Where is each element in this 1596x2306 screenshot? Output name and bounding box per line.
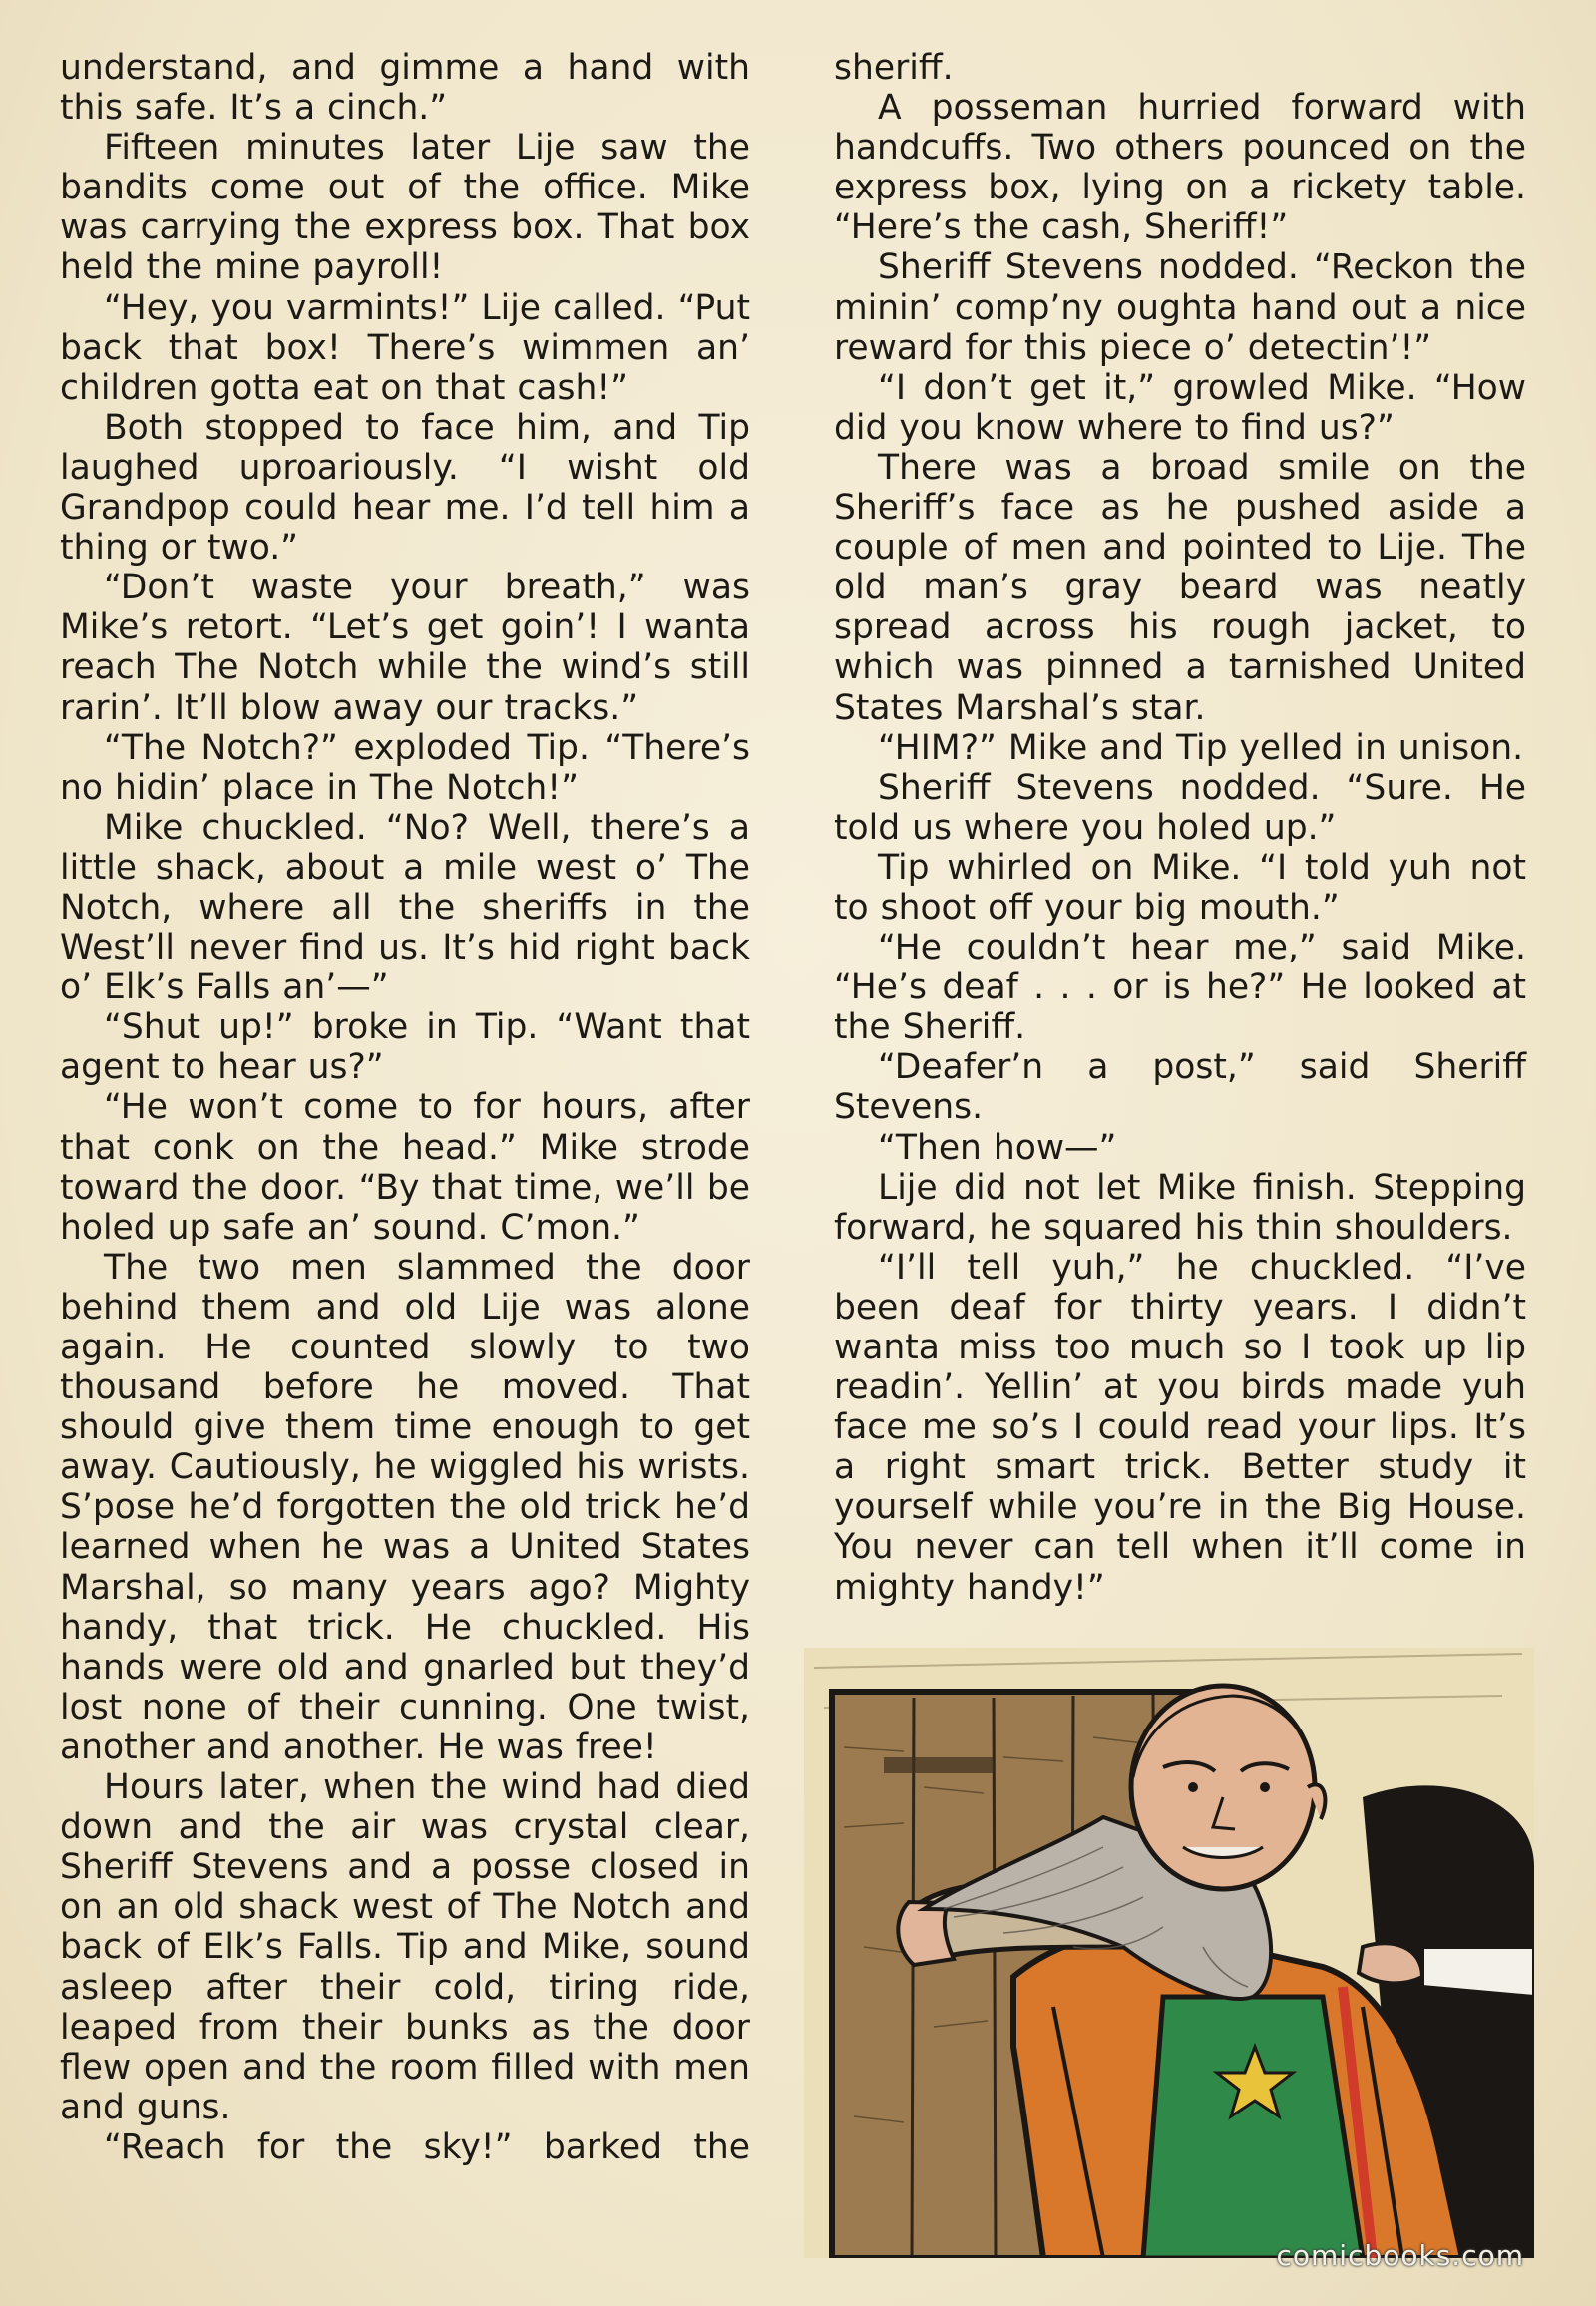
paragraph: “Shut up!” broke in Tip. “Want that agent to hear us?” xyxy=(60,1007,750,1088)
paragraph: “The Notch?” exploded Tip. “There’s no hidin’ place in The Notch!” xyxy=(60,727,750,808)
paragraph: Hours later, when the wind had died down and the air was crystal clear, Sheriff Stevens and a posse closed in on an old shack west of The Notch and back of Elk’s Falls. Tip and Mike, sound asleep after their cold, tiring ride, leaped from their bunks as the door flew open and the room filled with men and guns. xyxy=(60,1767,750,2127)
illustration-panel xyxy=(804,1648,1534,2258)
paragraph: “I’ll tell yuh,” he chuckled. “I’ve been deaf for thirty years. I didn’t wanta miss too much so I took up lip readin’. Yellin’ at you birds made yuh face me so’s I could read your lips. It’s a right smart trick. Better study it yourself while you’re in the Big House. You never can tell when it’ll come in mighty handy!” xyxy=(834,1247,1526,1608)
paragraph: “HIM?” Mike and Tip yelled in unison. xyxy=(878,727,1524,768)
paragraph: Sheriff Stevens nodded. “Reckon the minin’ comp’ny oughta hand out a nice reward for this piece o’ detectin’!” xyxy=(834,247,1526,368)
paragraph: “He won’t come to for hours, after that conk on the head.” Mike strode toward the door. “By that time, we’ll be holed up safe an’ sound. C’mon.” xyxy=(60,1087,750,1248)
paragraph: understand, and gimme a hand with this safe. It’s a cinch.” xyxy=(60,48,750,129)
watermark: comicbooks.com xyxy=(1276,2239,1524,2272)
paragraph: Lije did not let Mike finish. Stepping forward, he squared his thin shoulders. xyxy=(834,1167,1526,1248)
paragraph: sheriff. xyxy=(834,48,954,88)
paragraph: Tip whirled on Mike. “I told yuh not to shoot off your big mouth.” xyxy=(834,847,1526,928)
old-marshal-illustration xyxy=(804,1648,1534,2258)
paragraph: The two men slammed the door behind them and old Lije was alone again. He counted slowly to two thousand before he moved. That should give them time enough to get away. Cautiously, he wiggled his wrists. S’pose he’d forgotten the old trick he’d learned when he was a United States Marshal, so many years ago? Mighty handy, that trick. He chuckled. His hands were old and gnarled but they’d lost none of their cunning. One twist, another and another. He was free! xyxy=(60,1247,750,1767)
paragraph: “Reach for the sky!” barked the xyxy=(104,2126,750,2167)
right-text-column xyxy=(834,48,1526,1608)
green-vest xyxy=(1143,1997,1363,2258)
paragraph: “Deafer’n a post,” said Sheriff Stevens. xyxy=(834,1047,1526,1128)
paragraph: Mike chuckled. “No? Well, there’s a little shack, about a mile west o’ The Notch, where all the sheriffs in the West’ll never find us. It’s hid right back o’ Elk’s Falls an’—” xyxy=(60,807,750,1008)
paragraph: “Hey, you varmints!” Lije called. “Put back that box! There’s wimmen an’ children gotta eat on that cash!” xyxy=(60,287,750,408)
paragraph: Both stopped to face him, and Tip laughed uproariously. “I wisht old Grandpop could hear me. I’d tell him a thing or two.” xyxy=(60,407,750,569)
paragraph: “He couldn’t hear me,” said Mike. “He’s deaf . . . or is he?” He looked at the Sheriff. xyxy=(834,928,1526,1048)
paragraph: There was a broad smile on the Sheriff’s face as he pushed aside a couple of men and pointed to Lije. The old man’s gray beard was neatly spread across his rough jacket, to which was pinned a tarnished United States Marshal’s star. xyxy=(834,447,1526,728)
left-hand xyxy=(898,1902,954,1965)
paragraph: “Don’t waste your breath,” was Mike’s retort. “Let’s get goin’! I wanta reach The Notch while the wind’s still rarin’. It’ll blow away our tracks.” xyxy=(60,568,750,728)
paragraph: “I don’t get it,” growled Mike. “How did you know where to find us?” xyxy=(834,367,1526,448)
paragraph: “Then how—” xyxy=(878,1127,1117,1168)
paragraph: Fifteen minutes later Lije saw the bandits come out of the office. Mike was carrying the express box. That box held the mine payroll! xyxy=(60,128,750,288)
left-text-column xyxy=(60,48,750,2167)
paragraph: Sheriff Stevens nodded. “Sure. He told us where you holed up.” xyxy=(834,767,1526,848)
paragraph: A posseman hurried forward with handcuffs. Two others pounced on the express box, lying on a rickety table. “Here’s the cash, Sheriff!” xyxy=(834,88,1526,248)
